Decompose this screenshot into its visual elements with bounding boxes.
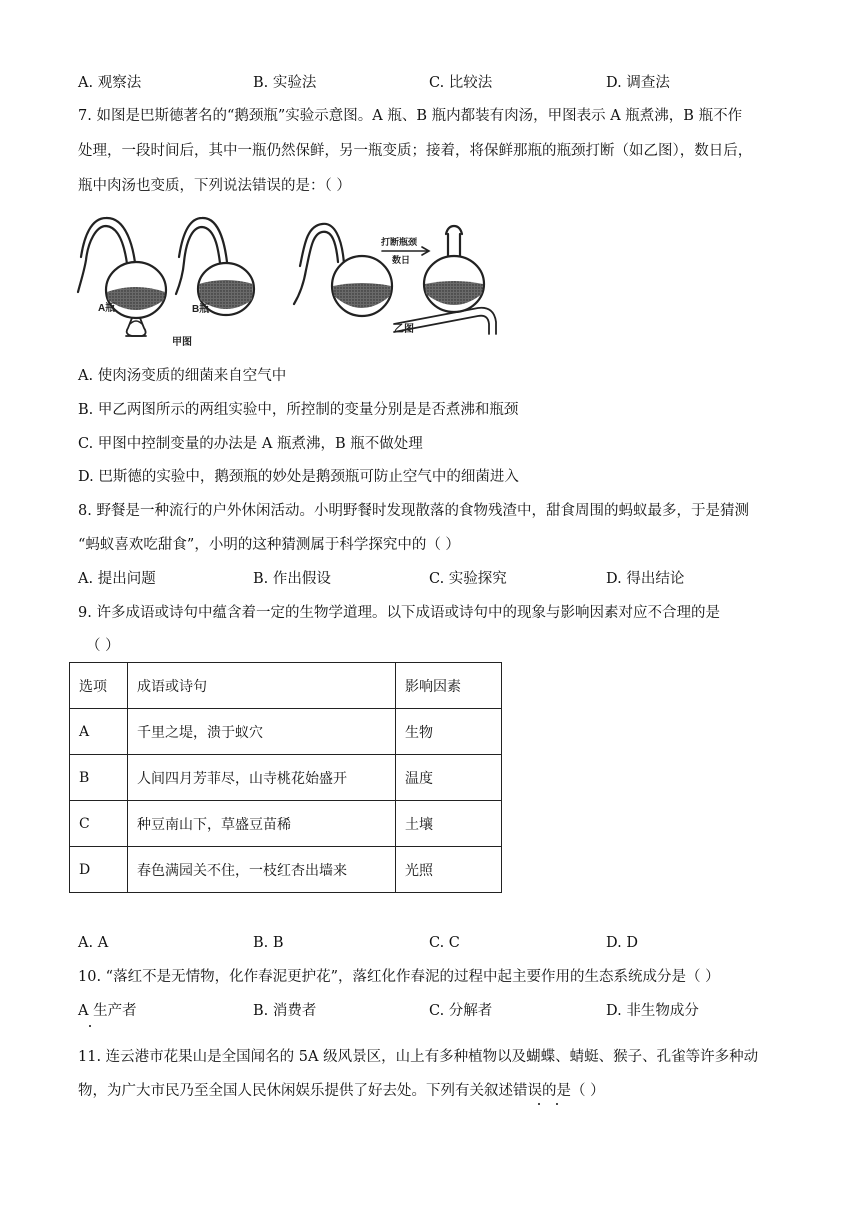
- caption-left: 甲图: [172, 337, 192, 348]
- option-c: C. 实验探究: [429, 571, 507, 587]
- option-d: D. 得出结论: [606, 571, 685, 587]
- emphasis-dot: [538, 1103, 540, 1105]
- table-header: 成语或诗句: [128, 663, 396, 709]
- option-a: A 生产者: [78, 1003, 137, 1019]
- flask-diagram: [76, 212, 510, 350]
- table-row: [70, 755, 502, 801]
- q8-stem-line: 8. 野餐是一种流行的户外休闲活动。小明野餐时发现散落的食物残渣中，甜食周围的蚂蚁最多，于是猜测: [78, 503, 749, 519]
- q8-options: [78, 569, 798, 589]
- flask-c-neck: [294, 232, 338, 304]
- table-cell: 种豆南山下，草盛豆苗稀: [128, 801, 396, 847]
- q7-option-c: C. 甲图中控制变量的办法是 A 瓶煮沸，B 瓶不做处理: [78, 436, 423, 452]
- option-a: A. 观察法: [78, 75, 142, 91]
- option-a: A. 提出问题: [78, 571, 156, 587]
- caption-right: 乙图: [394, 324, 414, 335]
- option-c: C. 比较法: [429, 75, 493, 91]
- q7-option-b: B. 甲乙两图所示的两组实验中，所控制的变量分别是是否煮沸和瓶颈: [78, 402, 519, 418]
- q11-stem-line: 物，为广大市民乃至全国人民休闲娱乐提供了好去处。下列有关叙述错误的是（ ）: [78, 1083, 605, 1099]
- arrow-label-bottom: 数日: [392, 255, 411, 265]
- label-flask-b: B瓶: [192, 304, 210, 315]
- q6-options: [78, 73, 798, 93]
- table-row: [70, 801, 502, 847]
- table-cell: 人间四月芳菲尽，山寺桃花始盛开: [128, 755, 396, 801]
- q9-stem-line: 9. 许多成语或诗句中蕴含着一定的生物学道理。以下成语或诗句中的现象与影响因素对应不合理的是: [78, 605, 720, 621]
- q7-stem-line: 处理，一段时间后，其中一瓶仍然保鲜，另一瓶变质；接着，将保鲜那瓶的瓶颈打断（如乙图），数日后，: [78, 143, 753, 159]
- option-c: C. 分解者: [429, 1003, 493, 1019]
- emphasis-dot: [556, 1103, 558, 1105]
- table-cell: 土壤: [396, 801, 502, 847]
- q7-stem-line: 7. 如图是巴斯德著名的“鹅颈瓶”实验示意图。A 瓶、B 瓶内都装有肉汤，甲图表示 A 瓶煮沸，B 瓶不作: [78, 108, 743, 124]
- option-c: C. C: [429, 935, 460, 951]
- label-flask-a: A瓶: [98, 303, 116, 314]
- q7-option-d: D. 巴斯德的实验中，鹅颈瓶的妙处是鹅颈瓶可防止空气中的细菌进入: [78, 469, 519, 485]
- swan-neck-flask-figure: [76, 212, 510, 350]
- table-header-row: [70, 663, 502, 709]
- table-header: 影响因素: [396, 663, 502, 709]
- option-b: B. 消费者: [253, 1003, 317, 1019]
- option-b: B. 实验法: [253, 75, 317, 91]
- table-cell: 生物: [396, 709, 502, 755]
- option-b: B. B: [253, 935, 284, 951]
- q7-option-a: A. 使肉汤变质的细菌来自空气中: [78, 368, 287, 384]
- q7-stem-line: 瓶中肉汤也变质，下列说法错误的是：（ ）: [78, 178, 351, 194]
- q10-options: [78, 1001, 798, 1021]
- option-d: D. D: [606, 935, 638, 951]
- option-d: D. 非生物成分: [606, 1003, 699, 1019]
- option-d: D. 调查法: [606, 75, 670, 91]
- table-cell: D: [70, 847, 128, 893]
- option-a: A. A: [78, 935, 109, 951]
- q9-table: [69, 662, 502, 893]
- q8-stem-line: “蚂蚁喜欢吃甜食”，小明的这种猜测属于科学探究中的（ ）: [78, 537, 460, 553]
- q9-options: [78, 933, 798, 953]
- q11-stem-line: 11. 连云港市花果山是全国闻名的 5A 级风景区，山上有多种植物以及蝴蝶、蜻蜓、猴子、孔雀等许多种动: [78, 1049, 759, 1065]
- table-cell: C: [70, 801, 128, 847]
- emphasis-dot: [89, 1025, 91, 1027]
- table-header: 选项: [70, 663, 128, 709]
- q9-stem-line: （ ）: [86, 638, 120, 654]
- table-cell: B: [70, 755, 128, 801]
- table-cell: A: [70, 709, 128, 755]
- table-cell: 千里之堤，溃于蚁穴: [128, 709, 396, 755]
- arrow-label-top: 打断瓶颈: [381, 237, 418, 247]
- table-row: [70, 847, 502, 893]
- table-cell: 光照: [396, 847, 502, 893]
- table-row: [70, 709, 502, 755]
- table-cell: 春色满园关不住，一枝红杏出墙来: [128, 847, 396, 893]
- q10-stem-line: 10. “落红不是无情物，化作春泥更护花”，落红化作春泥的过程中起主要作用的生态系统成分是（ ）: [78, 969, 720, 985]
- table-cell: 温度: [396, 755, 502, 801]
- option-b: B. 作出假设: [253, 571, 331, 587]
